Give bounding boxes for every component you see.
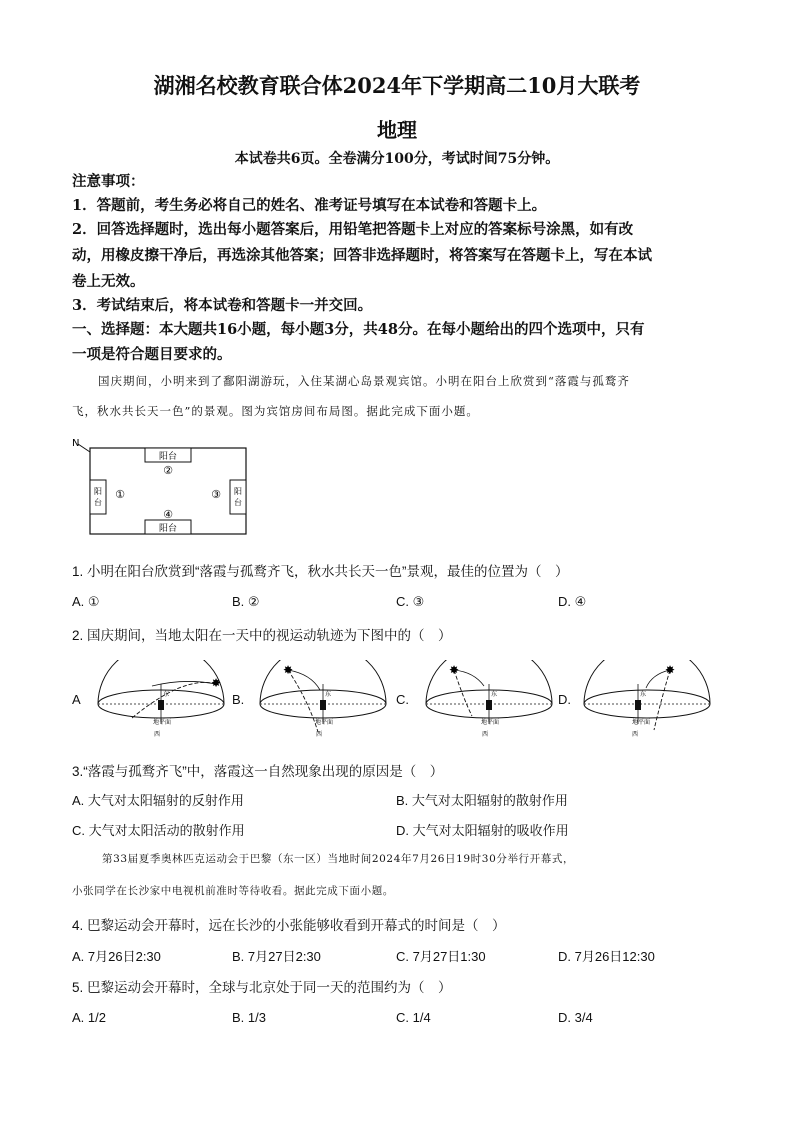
ground-label-d: 地平面 [632, 719, 651, 726]
exam-subject: 地理 [377, 118, 417, 142]
question-2-option-b-label[interactable]: B. [232, 692, 245, 707]
position-2-label: ② [163, 464, 173, 477]
question-5-option-a[interactable]: A. 1/2 [72, 1010, 106, 1025]
person-icon [635, 700, 641, 710]
sun-icon: ✸ [448, 663, 460, 677]
ground-label-b: 地平面 [315, 719, 334, 726]
position-1-label: ① [115, 488, 125, 501]
west-label-b: 西 [316, 731, 323, 738]
balcony-left [90, 480, 106, 514]
sun-icon: ✸ [664, 663, 676, 677]
balcony-top-label: 阳台 [158, 452, 178, 462]
question-5-stem: 5. 巴黎运动会开幕时，全球与北京处于同一天的范围约为（ ） [72, 980, 452, 995]
question-1-stem: 1. 小明在阳台欣赏到“落霞与孤鹜齐飞，秋水共长天一色”景观，最佳的位置为（ ） [72, 564, 569, 579]
question-4-option-d[interactable]: D. 7月26日12:30 [558, 949, 655, 964]
position-4-label: ④ [163, 508, 173, 521]
sun-path-diagram-c [422, 660, 556, 742]
question-3-option-b[interactable]: B. 大气对太阳辐射的散射作用 [396, 793, 568, 808]
question-2-option-a-label[interactable]: A [72, 692, 81, 707]
exam-info: 本试卷共6页。全卷满分100分，考试时间75分钟。 [234, 151, 560, 167]
balcony-right-char-2: 台 [234, 498, 242, 507]
question-3-stem: 3.“落霞与孤鹜齐飞”中，落霞这一自然现象出现的原因是（ ） [72, 764, 444, 779]
sun-icon: ✸ [210, 676, 222, 690]
person-icon [158, 700, 164, 710]
section-1-line-1: 一、选择题：本大题共16小题，每小题3分，共48分。在每小题给出的四个选项中，只有 [72, 321, 645, 338]
question-4-option-b[interactable]: B. 7月27日2:30 [232, 949, 321, 964]
west-label-c: 西 [482, 731, 489, 738]
sun-icon: ✸ [282, 663, 294, 677]
material-2-line-1: 第33届夏季奥林匹克运动会于巴黎（东一区）当地时间2024年7月26日19时30分举行开幕式， [102, 853, 575, 865]
sun-path-diagram-b [256, 660, 390, 742]
question-5-option-c[interactable]: C. 1/4 [396, 1010, 431, 1025]
question-1-option-a[interactable]: A. ① [72, 594, 100, 609]
notes-item-2b: 动，用橡皮擦干净后，再选涂其他答案；回答非选择题时，将答案写在答题卡上，写在本试 [72, 247, 652, 264]
east-label-c: 东 [491, 691, 498, 698]
north-arrow-icon [78, 444, 90, 452]
question-5-option-b[interactable]: B. 1/3 [232, 1010, 266, 1025]
balcony-left-char-1: 阳 [94, 487, 102, 496]
ground-label-c: 地平面 [481, 719, 500, 726]
west-label-d: 西 [632, 731, 639, 738]
question-2-stem: 2. 国庆期间，当地太阳在一天中的视运动轨迹为下图中的（ ） [72, 628, 452, 643]
east-label-a: 东 [163, 691, 170, 698]
question-1-option-c[interactable]: C. ③ [396, 594, 425, 609]
notes-item-2a: 2．回答选择题时，选出每小题答案后，用铅笔把答题卡上对应的答案标号涂黑，如有改 [72, 221, 634, 238]
notes-item-2c: 卷上无效。 [72, 273, 145, 290]
room-layout-diagram [70, 434, 260, 544]
balcony-right [230, 480, 246, 514]
question-3-option-d[interactable]: D. 大气对太阳辐射的吸收作用 [396, 823, 569, 838]
sun-path-diagram-d [580, 660, 714, 742]
question-4-stem: 4. 巴黎运动会开幕时，远在长沙的小张能够收看到开幕式的时间是（ ） [72, 918, 506, 933]
material-1-line-1: 国庆期间，小明来到了鄱阳湖游玩，入住某湖心岛景观宾馆。小明在阳台上欣赏到“落霞与孤鹜齐 [98, 374, 630, 388]
notes-heading: 注意事项： [72, 173, 145, 190]
question-1-option-d[interactable]: D. ④ [558, 594, 587, 609]
question-2-option-c-label[interactable]: C. [396, 692, 409, 707]
north-label: N [72, 438, 80, 449]
question-4-option-c[interactable]: C. 7月27日1:30 [396, 949, 486, 964]
question-5-option-d[interactable]: D. 3/4 [558, 1010, 593, 1025]
section-1-line-2: 一项是符合题目要求的。 [72, 346, 232, 363]
question-4-option-a[interactable]: A. 7月26日2:30 [72, 949, 161, 964]
west-label-a: 西 [154, 731, 161, 738]
balcony-bottom-label: 阳台 [158, 524, 178, 534]
person-icon [486, 700, 492, 710]
sun-path-diagram-a [94, 660, 228, 742]
material-2-line-2: 小张同学在长沙家中电视机前准时等待收看。据此完成下面小题。 [72, 885, 394, 897]
notes-item-3: 3．考试结束后，将本试卷和答题卡一并交回。 [72, 297, 373, 314]
ground-label-a: 地平面 [153, 719, 172, 726]
exam-title: 湖湘名校教育联合体2024年下学期高二10月大联考 [153, 73, 641, 98]
material-1-line-2: 飞，秋水共长天一色”的景观。图为宾馆房间布局图。据此完成下面小题。 [72, 404, 479, 418]
balcony-right-char-1: 阳 [234, 487, 242, 496]
question-2-option-d-label[interactable]: D. [558, 692, 571, 707]
person-icon [320, 700, 326, 710]
question-3-option-c[interactable]: C. 大气对太阳活动的散射作用 [72, 823, 245, 838]
question-1-option-b[interactable]: B. ② [232, 594, 260, 609]
position-3-label: ③ [211, 488, 221, 501]
question-3-option-a[interactable]: A. 大气对太阳辐射的反射作用 [72, 793, 244, 808]
notes-item-1: 1．答题前，考生务必将自己的姓名、准考证号填写在本试卷和答题卡上。 [72, 197, 547, 214]
balcony-left-char-2: 台 [94, 498, 102, 507]
east-label-d: 东 [640, 691, 647, 698]
east-label-b: 东 [325, 691, 332, 698]
